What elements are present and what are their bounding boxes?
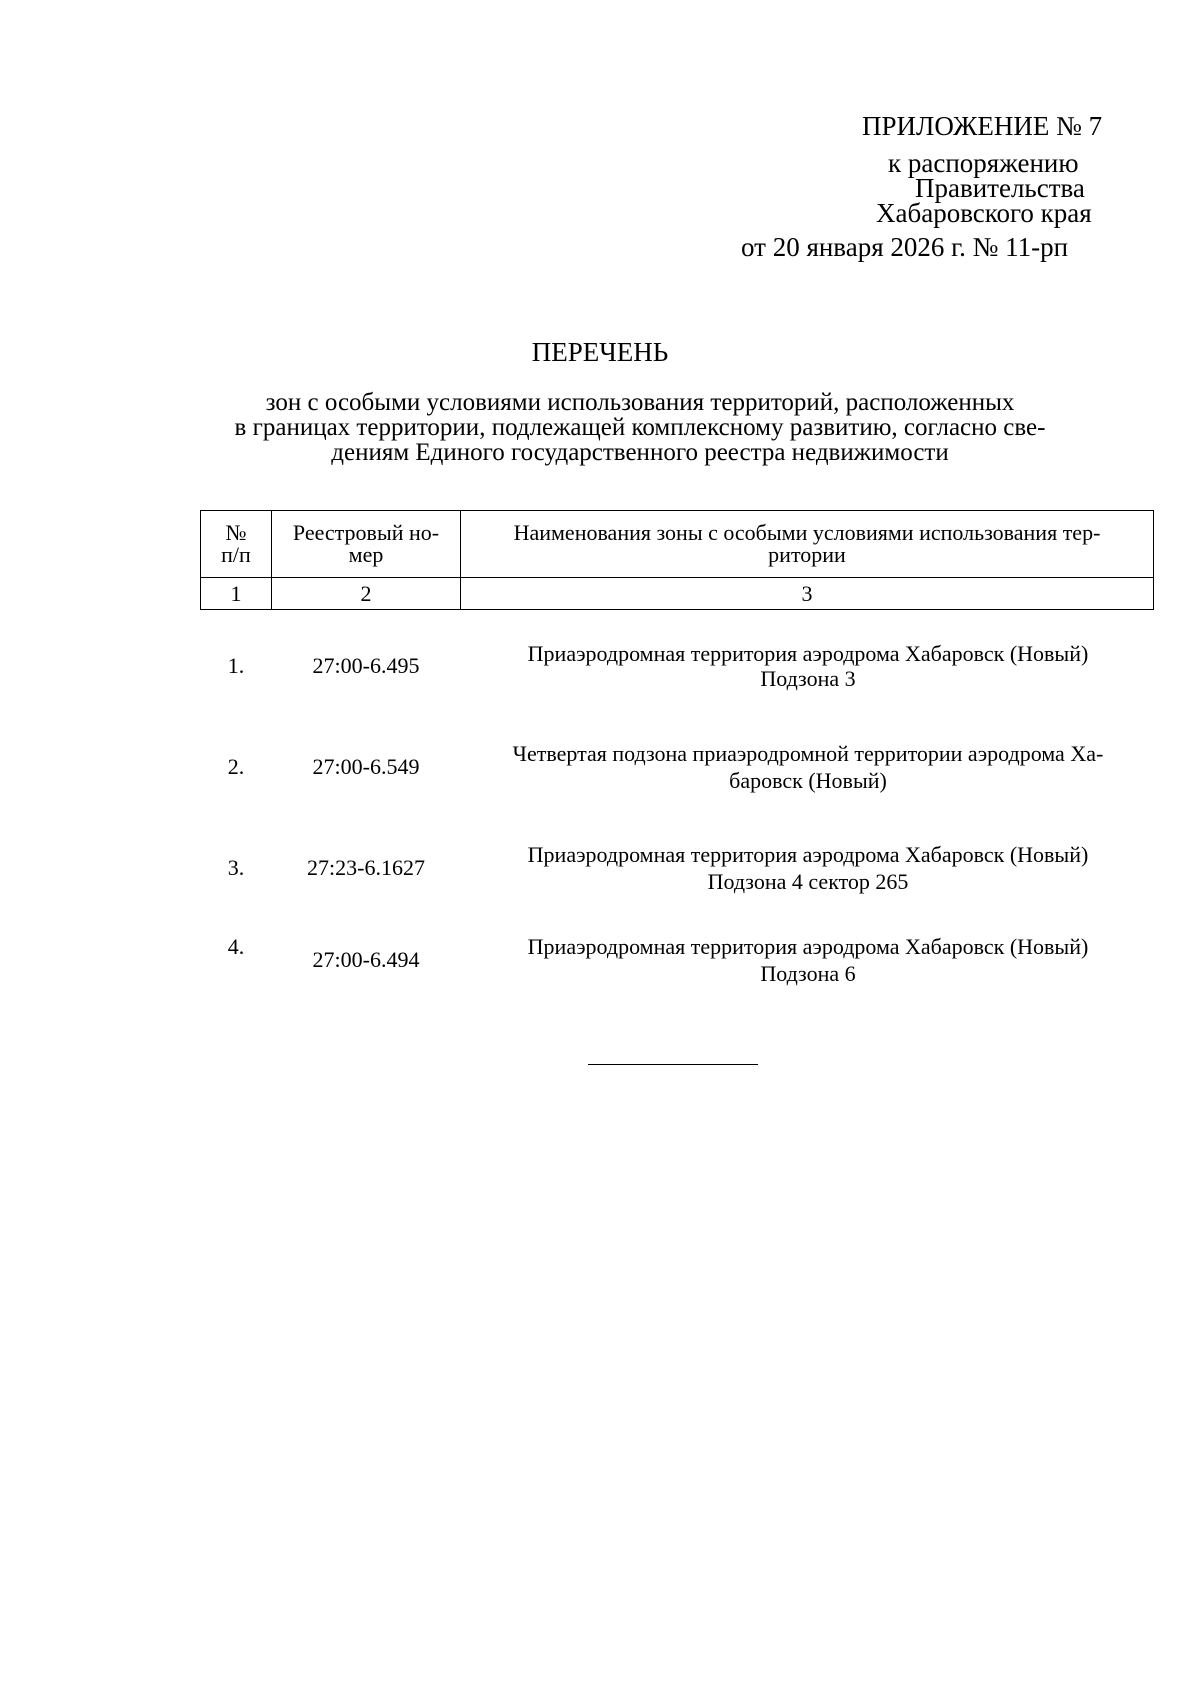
registry-number: 27:23-6.1627 [307, 855, 425, 880]
row-number: 3. [227, 855, 245, 880]
appendix-date-line: от 20 января 2026 г. № 11-рп [741, 232, 1069, 262]
zone-name [462, 933, 1154, 987]
zone-name-line: Подзона 4 сектор 265 [707, 869, 909, 894]
header-num [201, 511, 272, 578]
zone-name-line: баровск (Новый) [729, 768, 887, 793]
subtitle-line: дениям Единого государственного реестра недвижимости [331, 439, 949, 466]
zone-name-line: Подзона 6 [760, 961, 856, 986]
header-row [201, 511, 1154, 578]
appendix-line-government: Правительства [915, 173, 1085, 203]
header-reg-line: мер [348, 542, 384, 567]
column-number: 3 [461, 578, 1154, 610]
subtitle-line: зон с особыми условиями использования территорий, расположенных [265, 389, 1015, 416]
column-number-row [201, 578, 1154, 610]
zone-name-line: Приаэродромная территория аэродрома Хабаровск (Новый) [527, 842, 1089, 867]
registry-number: 27:00-6.494 [312, 947, 420, 972]
document-subtitle [140, 390, 1140, 465]
zone-name [462, 841, 1154, 895]
closing-separator-line [588, 1064, 758, 1065]
subtitle-line: в границах территории, подлежащей комплексному развитию, согласно све- [234, 414, 1046, 441]
header-name-line: ритории [768, 542, 846, 567]
zone-name-line: Приаэродромная территория аэродрома Хабаровск (Новый) [527, 934, 1089, 959]
zone-name [462, 640, 1154, 692]
zone-name-line: Подзона 3 [760, 666, 856, 691]
zone-name [462, 740, 1154, 794]
registry-number: 27:00-6.495 [312, 653, 420, 678]
header-zone-name [461, 511, 1154, 578]
header-registry-number [272, 511, 461, 578]
appendix-line-to-order: к распоряжению [888, 148, 1079, 178]
registry-number: 27:00-6.549 [312, 754, 420, 779]
document-title: ПЕРЕЧЕНЬ [531, 337, 669, 367]
row-number: 1. [227, 653, 245, 678]
zones-table-header [200, 510, 1154, 610]
zone-name-line: Четвертая подзона приаэродромной территории аэродрома Ха- [512, 741, 1104, 766]
row-number: 2. [227, 754, 245, 779]
header-name-line: Наименования зоны с особыми условиями использования тер- [513, 520, 1101, 545]
header-reg-line: Реестровый но- [292, 520, 440, 545]
appendix-title: ПРИЛОЖЕНИЕ № 7 [862, 111, 1103, 141]
zone-name-line: Приаэродромная территория аэродрома Хабаровск (Новый) [527, 641, 1089, 666]
header-num-line: № [225, 520, 247, 545]
row-number: 4. [227, 934, 245, 959]
column-number: 2 [272, 578, 461, 610]
header-num-line: п/п [221, 542, 251, 567]
column-number: 1 [201, 578, 272, 610]
appendix-line-region: Хабаровского края [876, 198, 1092, 228]
